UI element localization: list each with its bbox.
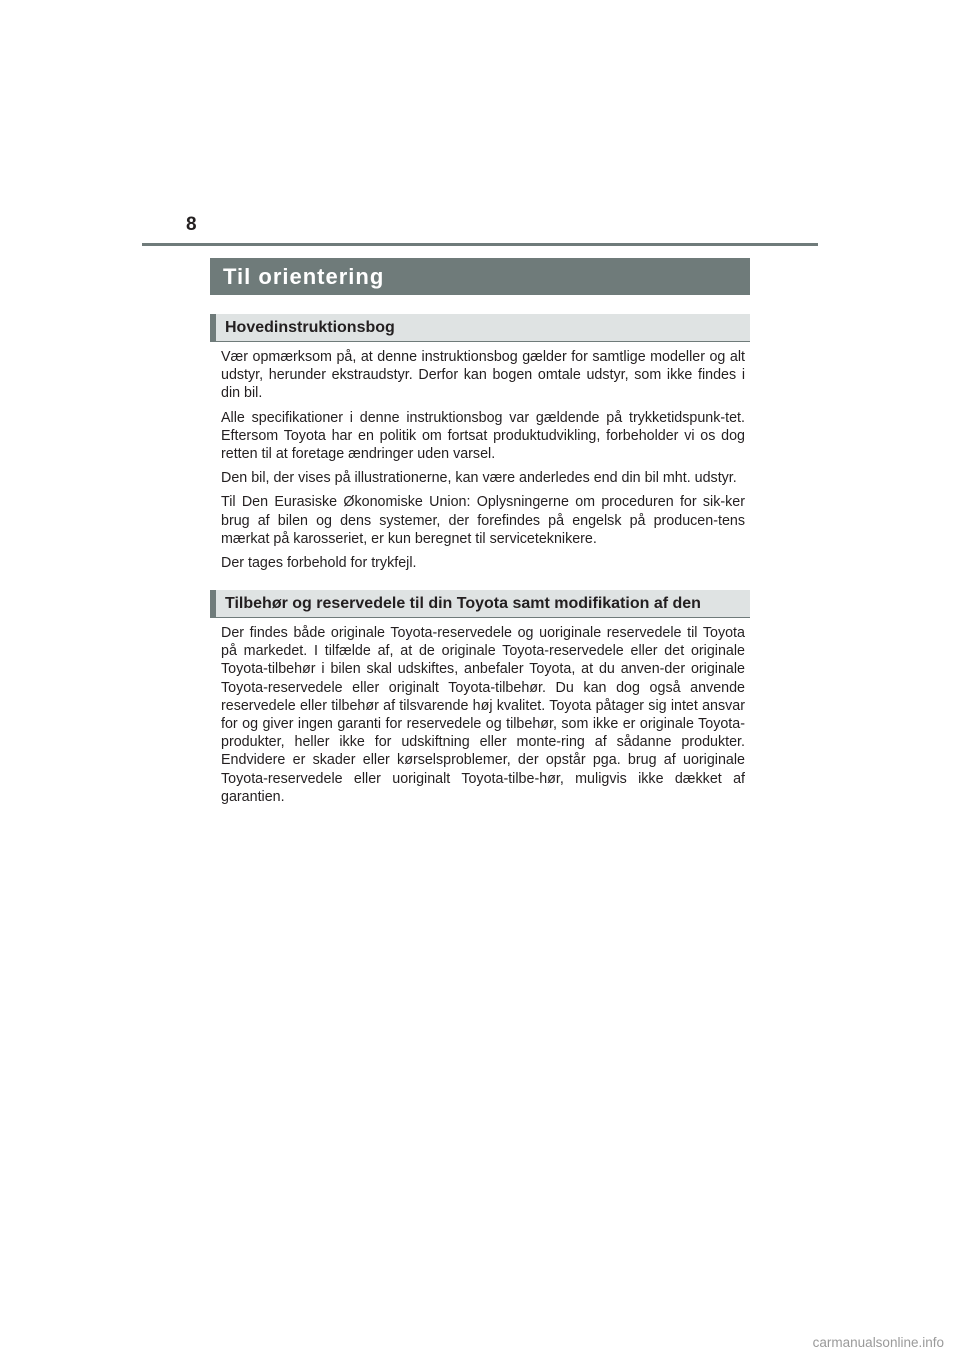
paragraph: Der findes både originale Toyota-reservedele og uoriginale reservedele til Toyota på markedet. I tilfælde af, at de originale Toyota-reservedele eller det originale Toyota-tilbehør i bilen skal udskiftes, anbefaler Toyota, at du anven-der originale Toyota-reservedele eller originalt Toyota-tilbehør. Du kan dog også anvende reservedele eller tilbehør af tilsvarende høj kvalitet. Toyota påtager sig intet ansvar for og giver ingen garanti for reservedele og tilbehør, som ikke er originale Toyota-produkter, heller ikke for udskiftning eller monte-ring af sådanne produkter. Endvidere er skader eller kørselsproblemer, der opstår pga. brug af uoriginale Toyota-reservedele eller uoriginalt Toyota-tilbe-hør, muligvis ikke dækket af garantien. (221, 625, 745, 805)
section-body-accessories (221, 624, 745, 806)
paragraph: Alle specifikationer i denne instruktionsbog var gældende på trykketidspunk-tet. Eftersom Toyota har en politik om fortsat produktudvikling, forbeholder vi os dog retten til at foretage ændringer uden varsel. (221, 409, 745, 463)
paragraph: Til Den Eurasiske Økonomiske Union: Oplysningerne om proceduren for sik-ker brug af bilen og dens systemer, der forefindes på engelsk på producen-tens mærkat på karosseriet, er kun beregnet til serviceteknikere. (221, 494, 745, 547)
section-body-main-manual (221, 348, 745, 572)
paragraph: Vær opmærksom på, at denne instruktionsbog gælder for samtlige modeller og alt udstyr, herunder ekstraudstyr. Derfor kan bogen omtale udstyr, som ikke findes i din bil. (221, 349, 745, 402)
paragraph: Den bil, der vises på illustrationerne, kan være anderledes end din bil mht. udstyr. (221, 470, 737, 487)
footer-watermark[interactable]: carmanualsonline.info (812, 1335, 944, 1350)
chapter-title-bar (210, 258, 750, 295)
section-heading-text: Tilbehør og reservedele til din Toyota samt modifikation af den (225, 595, 701, 612)
section-heading-text: Hovedinstruktionsbog (225, 319, 395, 336)
page-number: 8 (186, 214, 197, 235)
section-heading-main-manual (210, 314, 750, 342)
chapter-title: Til orientering (223, 264, 385, 289)
top-divider (142, 243, 818, 246)
paragraph: Der tages forbehold for trykfejl. (221, 555, 417, 572)
section-heading-accessories (210, 590, 750, 618)
